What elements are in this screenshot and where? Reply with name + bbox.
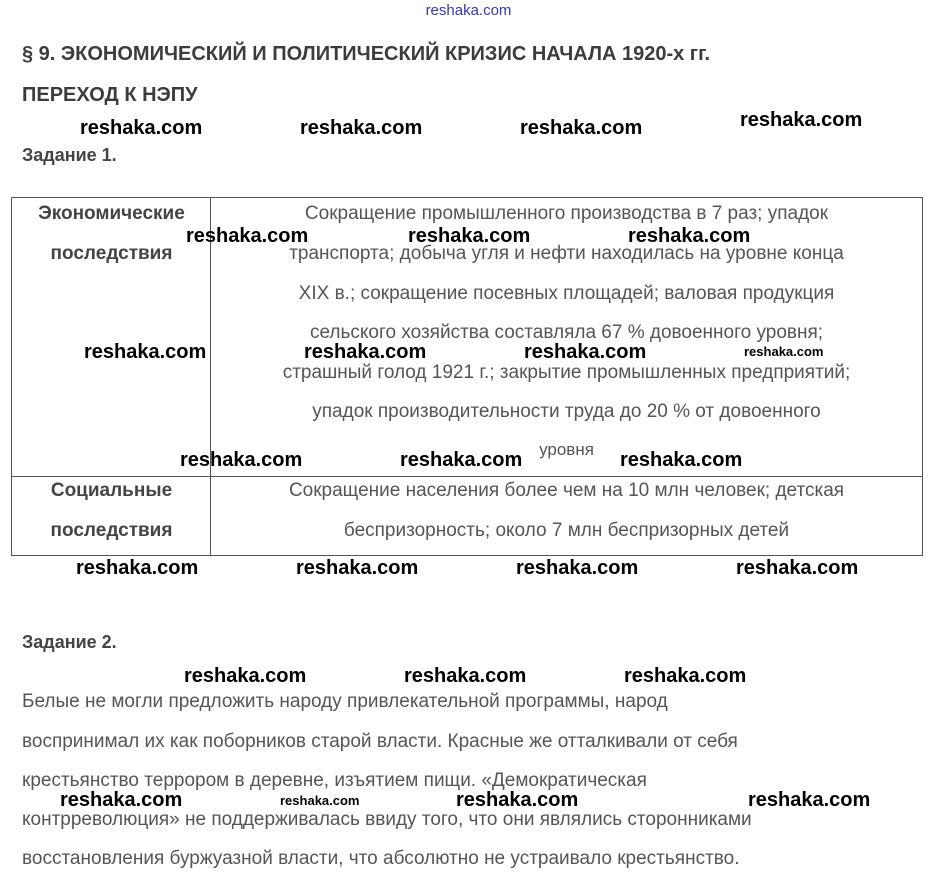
row-body-line: уровня xyxy=(539,440,594,459)
row-body-line: страшный голод 1921 г.; закрытие промышленных предприятий; xyxy=(282,362,851,383)
row-body-social xyxy=(211,477,922,555)
task-2-text-line: восстановления буржуазной власти, что абсолютно не устраивало крестьянство. xyxy=(22,848,740,869)
watermark: reshaka.com xyxy=(624,665,747,687)
row-header-line: Экономические xyxy=(38,203,185,224)
row-header-economic xyxy=(12,198,211,476)
watermark: reshaka.com xyxy=(300,117,423,139)
row-body-line: XIX в.; сокращение посевных площадей; валовая продукция xyxy=(298,283,835,304)
watermark: reshaka.com xyxy=(516,557,639,579)
watermark: reshaka.com xyxy=(76,557,199,579)
watermark: reshaka.com xyxy=(408,225,531,247)
row-header-line: последствия xyxy=(50,520,173,541)
watermark: reshaka.com xyxy=(400,449,523,471)
watermark: reshaka.com xyxy=(524,341,647,363)
consequences-table xyxy=(11,197,923,556)
row-body-line: транспорта; добыча угля и нефти находилась на уровне конца xyxy=(289,243,844,264)
task-2-text-line: крестьянство террором в деревне, изъятием пищи. «Демократическая xyxy=(22,770,647,791)
top-watermark: reshaka.com xyxy=(425,2,512,19)
row-body-line: Сокращение населения более чем на 10 млн человек; детская xyxy=(288,480,845,501)
watermark: reshaka.com xyxy=(748,789,871,811)
watermark: reshaka.com xyxy=(80,117,203,139)
row-body-line: упадок производительности труда до 20 % от довоенного xyxy=(312,401,821,422)
section-title-line-1: § 9. ЭКОНОМИЧЕСКИЙ И ПОЛИТИЧЕСКИЙ КРИЗИС НАЧАЛА 1920-х гг. xyxy=(22,43,711,65)
watermark: reshaka.com xyxy=(456,789,579,811)
task-1-label: Задание 1. xyxy=(22,145,117,165)
section-title-line-2: ПЕРЕХОД К НЭПУ xyxy=(22,84,198,106)
row-header-social xyxy=(12,477,211,555)
row-body-economic xyxy=(211,198,922,476)
task-2-label: Задание 2. xyxy=(22,632,117,652)
watermark: reshaka.com xyxy=(736,557,859,579)
watermark: reshaka.com xyxy=(304,341,427,363)
watermark: reshaka.com xyxy=(280,793,360,808)
watermark: reshaka.com xyxy=(186,225,309,247)
watermark: reshaka.com xyxy=(628,225,751,247)
task-2-text-line: воспринимал их как поборников старой власти. Красные же отталкивали от себя xyxy=(22,731,738,752)
row-body-line: сельского хозяйства составляла 67 % довоенного уровня; xyxy=(309,322,824,343)
watermark: reshaka.com xyxy=(740,109,863,131)
watermark: reshaka.com xyxy=(520,117,643,139)
watermark: reshaka.com xyxy=(404,665,527,687)
watermark: reshaka.com xyxy=(84,341,207,363)
watermark: reshaka.com xyxy=(60,789,183,811)
watermark: reshaka.com xyxy=(180,449,303,471)
watermark: reshaka.com xyxy=(744,344,824,359)
watermark: reshaka.com xyxy=(184,665,307,687)
task-2-text-line: Белые не могли предложить народу привлекательной программы, народ xyxy=(22,691,668,712)
table-row-social xyxy=(12,477,922,555)
watermark: reshaka.com xyxy=(620,449,743,471)
row-body-line: беспризорность; около 7 млн беспризорных детей xyxy=(343,520,790,541)
row-body-line: Сокращение промышленного производства в 7 раз; упадок xyxy=(304,203,829,224)
row-header-line: Социальные xyxy=(50,480,173,501)
row-header-line: последствия xyxy=(50,243,173,264)
task-2-text-line: контрреволюция» не поддерживалась ввиду того, что они являлись сторонниками xyxy=(22,809,752,830)
watermark: reshaka.com xyxy=(296,557,419,579)
